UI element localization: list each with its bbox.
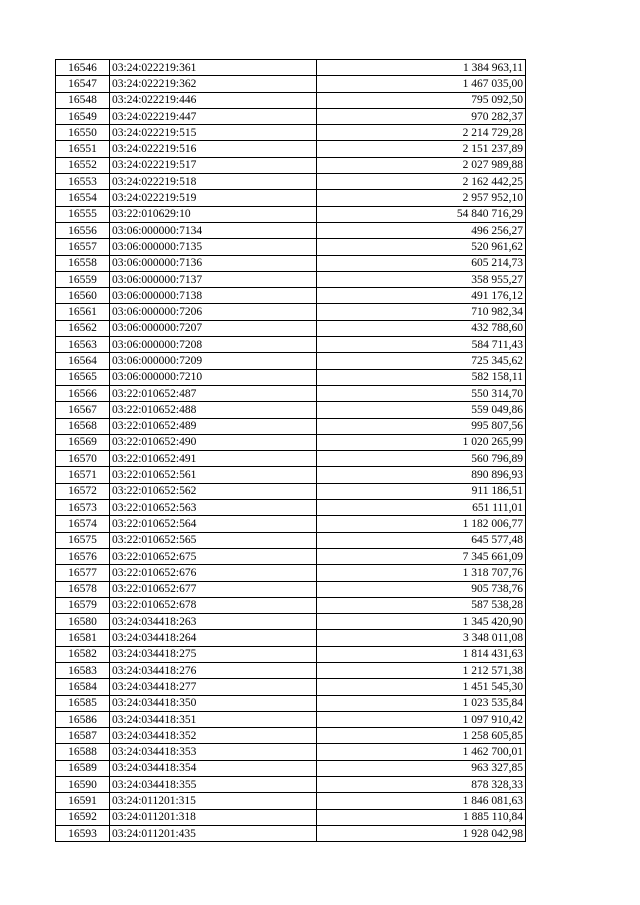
table-row <box>56 190 526 206</box>
row-number-cell: 16564 <box>56 353 110 369</box>
cadastral-number-cell: 03:06:000000:7138 <box>110 288 317 304</box>
cadastral-value-cell: 725 345,62 <box>317 353 526 369</box>
row-number-cell: 16574 <box>56 516 110 532</box>
table-row <box>56 304 526 320</box>
row-number-cell: 16547 <box>56 76 110 92</box>
cadastral-number-cell: 03:06:000000:7208 <box>110 337 317 353</box>
row-number-cell: 16573 <box>56 500 110 516</box>
cadastral-value-cell: 905 738,76 <box>317 581 526 597</box>
table-row <box>56 125 526 141</box>
table-row <box>56 646 526 662</box>
row-number-cell: 16555 <box>56 206 110 222</box>
cadastral-number-cell: 03:24:034418:276 <box>110 662 317 678</box>
cadastral-value-cell: 584 711,43 <box>317 337 526 353</box>
row-number-cell: 16553 <box>56 174 110 190</box>
cadastral-number-cell: 03:24:034418:352 <box>110 728 317 744</box>
table-row <box>56 385 526 401</box>
row-number-cell: 16549 <box>56 108 110 124</box>
table-row <box>56 793 526 809</box>
row-number-cell: 16569 <box>56 434 110 450</box>
cadastral-number-cell: 03:24:022219:447 <box>110 108 317 124</box>
cadastral-number-cell: 03:24:034418:353 <box>110 744 317 760</box>
table-row <box>56 320 526 336</box>
table-row <box>56 565 526 581</box>
row-number-cell: 16593 <box>56 825 110 841</box>
table-row <box>56 516 526 532</box>
row-number-cell: 16559 <box>56 271 110 287</box>
cadastral-value-cell: 2 162 442,25 <box>317 174 526 190</box>
cadastral-value-cell: 1 318 707,76 <box>317 565 526 581</box>
cadastral-value-cell: 1 846 081,63 <box>317 793 526 809</box>
table-row <box>56 271 526 287</box>
row-number-cell: 16590 <box>56 777 110 793</box>
cadastral-number-cell: 03:22:010652:488 <box>110 402 317 418</box>
cadastral-number-cell: 03:22:010652:487 <box>110 385 317 401</box>
row-number-cell: 16586 <box>56 711 110 727</box>
row-number-cell: 16556 <box>56 222 110 238</box>
row-number-cell: 16550 <box>56 125 110 141</box>
cadastral-value-cell: 358 955,27 <box>317 271 526 287</box>
table-row <box>56 402 526 418</box>
cadastral-number-cell: 03:24:034418:263 <box>110 614 317 630</box>
cadastral-number-cell: 03:24:022219:361 <box>110 60 317 76</box>
table-row <box>56 614 526 630</box>
cadastral-number-cell: 03:24:034418:355 <box>110 777 317 793</box>
cadastral-number-cell: 03:24:022219:517 <box>110 157 317 173</box>
cadastral-value-cell: 1 023 535,84 <box>317 695 526 711</box>
cadastral-value-cell: 1 814 431,63 <box>317 646 526 662</box>
cadastral-value-cell: 496 256,27 <box>317 222 526 238</box>
row-number-cell: 16571 <box>56 467 110 483</box>
row-number-cell: 16582 <box>56 646 110 662</box>
row-number-cell: 16579 <box>56 597 110 613</box>
cadastral-number-cell: 03:22:010652:565 <box>110 532 317 548</box>
row-number-cell: 16551 <box>56 141 110 157</box>
cadastral-number-cell: 03:24:011201:435 <box>110 825 317 841</box>
table-row <box>56 760 526 776</box>
row-number-cell: 16546 <box>56 60 110 76</box>
table-row <box>56 157 526 173</box>
table-row <box>56 825 526 841</box>
table-row <box>56 662 526 678</box>
cadastral-number-cell: 03:24:022219:519 <box>110 190 317 206</box>
cadastral-number-cell: 03:22:010652:678 <box>110 597 317 613</box>
cadastral-number-cell: 03:22:010652:489 <box>110 418 317 434</box>
cadastral-value-cell: 587 538,28 <box>317 597 526 613</box>
cadastral-value-cell: 1 384 963,11 <box>317 60 526 76</box>
table-row <box>56 76 526 92</box>
table-row <box>56 60 526 76</box>
row-number-cell: 16588 <box>56 744 110 760</box>
cadastral-number-cell: 03:22:010652:561 <box>110 467 317 483</box>
row-number-cell: 16591 <box>56 793 110 809</box>
table-row <box>56 369 526 385</box>
table-row <box>56 467 526 483</box>
row-number-cell: 16585 <box>56 695 110 711</box>
cadastral-value-cell: 890 896,93 <box>317 467 526 483</box>
table-row <box>56 418 526 434</box>
cadastral-number-cell: 03:24:034418:350 <box>110 695 317 711</box>
cadastral-number-cell: 03:06:000000:7210 <box>110 369 317 385</box>
cadastral-number-cell: 03:24:022219:515 <box>110 125 317 141</box>
table-row <box>56 92 526 108</box>
cadastral-number-cell: 03:06:000000:7135 <box>110 239 317 255</box>
cadastral-value-cell: 2 214 729,28 <box>317 125 526 141</box>
cadastral-number-cell: 03:24:011201:318 <box>110 809 317 825</box>
row-number-cell: 16576 <box>56 548 110 564</box>
cadastral-number-cell: 03:24:022219:446 <box>110 92 317 108</box>
cadastral-value-cell: 1 097 910,42 <box>317 711 526 727</box>
table-row <box>56 239 526 255</box>
cadastral-number-cell: 03:22:010652:677 <box>110 581 317 597</box>
row-number-cell: 16558 <box>56 255 110 271</box>
table-row <box>56 108 526 124</box>
row-number-cell: 16583 <box>56 662 110 678</box>
cadastral-number-cell: 03:22:010652:563 <box>110 500 317 516</box>
row-number-cell: 16554 <box>56 190 110 206</box>
cadastral-value-cell: 710 982,34 <box>317 304 526 320</box>
cadastral-value-cell: 3 348 011,08 <box>317 630 526 646</box>
row-number-cell: 16581 <box>56 630 110 646</box>
cadastral-value-cell: 911 186,51 <box>317 483 526 499</box>
table-row <box>56 532 526 548</box>
row-number-cell: 16587 <box>56 728 110 744</box>
cadastral-value-cell: 560 796,89 <box>317 451 526 467</box>
table-row <box>56 548 526 564</box>
cadastral-number-cell: 03:22:010629:10 <box>110 206 317 222</box>
cadastral-number-cell: 03:24:011201:315 <box>110 793 317 809</box>
cadastral-value-cell: 1 467 035,00 <box>317 76 526 92</box>
cadastral-number-cell: 03:22:010652:676 <box>110 565 317 581</box>
cadastral-value-table <box>55 59 526 842</box>
table-row <box>56 255 526 271</box>
row-number-cell: 16562 <box>56 320 110 336</box>
cadastral-value-cell: 2 957 952,10 <box>317 190 526 206</box>
cadastral-value-cell: 559 049,86 <box>317 402 526 418</box>
table-row <box>56 679 526 695</box>
cadastral-value-cell: 491 176,12 <box>317 288 526 304</box>
table-body <box>56 60 526 842</box>
cadastral-value-cell: 1 928 042,98 <box>317 825 526 841</box>
row-number-cell: 16584 <box>56 679 110 695</box>
cadastral-number-cell: 03:24:034418:264 <box>110 630 317 646</box>
cadastral-number-cell: 03:22:010652:562 <box>110 483 317 499</box>
row-number-cell: 16552 <box>56 157 110 173</box>
cadastral-value-cell: 520 961,62 <box>317 239 526 255</box>
row-number-cell: 16561 <box>56 304 110 320</box>
cadastral-value-cell: 651 111,01 <box>317 500 526 516</box>
cadastral-number-cell: 03:06:000000:7137 <box>110 271 317 287</box>
cadastral-value-cell: 1 462 700,01 <box>317 744 526 760</box>
cadastral-number-cell: 03:24:022219:516 <box>110 141 317 157</box>
cadastral-value-cell: 995 807,56 <box>317 418 526 434</box>
table-row <box>56 728 526 744</box>
cadastral-value-cell: 432 788,60 <box>317 320 526 336</box>
cadastral-number-cell: 03:06:000000:7206 <box>110 304 317 320</box>
row-number-cell: 16548 <box>56 92 110 108</box>
cadastral-value-cell: 550 314,70 <box>317 385 526 401</box>
table-row <box>56 206 526 222</box>
cadastral-value-cell: 970 282,37 <box>317 108 526 124</box>
table-row <box>56 434 526 450</box>
cadastral-number-cell: 03:24:034418:275 <box>110 646 317 662</box>
table-row <box>56 288 526 304</box>
cadastral-number-cell: 03:24:034418:351 <box>110 711 317 727</box>
table-row <box>56 451 526 467</box>
table-row <box>56 630 526 646</box>
cadastral-value-cell: 2 151 237,89 <box>317 141 526 157</box>
table-row <box>56 337 526 353</box>
cadastral-number-cell: 03:06:000000:7134 <box>110 222 317 238</box>
row-number-cell: 16589 <box>56 760 110 776</box>
row-number-cell: 16560 <box>56 288 110 304</box>
cadastral-number-cell: 03:22:010652:564 <box>110 516 317 532</box>
table-row <box>56 809 526 825</box>
row-number-cell: 16557 <box>56 239 110 255</box>
table-row <box>56 141 526 157</box>
cadastral-value-cell: 582 158,11 <box>317 369 526 385</box>
row-number-cell: 16566 <box>56 385 110 401</box>
table-row <box>56 353 526 369</box>
table-row <box>56 695 526 711</box>
table-row <box>56 711 526 727</box>
cadastral-number-cell: 03:06:000000:7136 <box>110 255 317 271</box>
row-number-cell: 16575 <box>56 532 110 548</box>
cadastral-number-cell: 03:24:034418:277 <box>110 679 317 695</box>
cadastral-number-cell: 03:06:000000:7209 <box>110 353 317 369</box>
row-number-cell: 16565 <box>56 369 110 385</box>
cadastral-value-cell: 795 092,50 <box>317 92 526 108</box>
cadastral-value-cell: 1 258 605,85 <box>317 728 526 744</box>
table-row <box>56 483 526 499</box>
cadastral-number-cell: 03:22:010652:675 <box>110 548 317 564</box>
row-number-cell: 16592 <box>56 809 110 825</box>
table-row <box>56 777 526 793</box>
table-row <box>56 744 526 760</box>
cadastral-value-cell: 1 885 110,84 <box>317 809 526 825</box>
cadastral-number-cell: 03:22:010652:491 <box>110 451 317 467</box>
cadastral-number-cell: 03:06:000000:7207 <box>110 320 317 336</box>
cadastral-value-cell: 1 020 265,99 <box>317 434 526 450</box>
cadastral-number-cell: 03:22:010652:490 <box>110 434 317 450</box>
cadastral-value-cell: 7 345 661,09 <box>317 548 526 564</box>
cadastral-value-cell: 878 328,33 <box>317 777 526 793</box>
row-number-cell: 16578 <box>56 581 110 597</box>
row-number-cell: 16563 <box>56 337 110 353</box>
cadastral-value-cell: 605 214,73 <box>317 255 526 271</box>
cadastral-value-cell: 1 212 571,38 <box>317 662 526 678</box>
cadastral-value-cell: 645 577,48 <box>317 532 526 548</box>
row-number-cell: 16577 <box>56 565 110 581</box>
table-row <box>56 581 526 597</box>
cadastral-value-cell: 1 451 545,30 <box>317 679 526 695</box>
table-row <box>56 222 526 238</box>
row-number-cell: 16572 <box>56 483 110 499</box>
cadastral-value-cell: 54 840 716,29 <box>317 206 526 222</box>
cadastral-value-cell: 1 182 006,77 <box>317 516 526 532</box>
cadastral-number-cell: 03:24:022219:518 <box>110 174 317 190</box>
cadastral-value-cell: 963 327,85 <box>317 760 526 776</box>
row-number-cell: 16570 <box>56 451 110 467</box>
row-number-cell: 16568 <box>56 418 110 434</box>
row-number-cell: 16580 <box>56 614 110 630</box>
table-row <box>56 500 526 516</box>
cadastral-number-cell: 03:24:022219:362 <box>110 76 317 92</box>
table-row <box>56 174 526 190</box>
cadastral-value-cell: 1 345 420,90 <box>317 614 526 630</box>
cadastral-value-cell: 2 027 989,88 <box>317 157 526 173</box>
cadastral-number-cell: 03:24:034418:354 <box>110 760 317 776</box>
row-number-cell: 16567 <box>56 402 110 418</box>
table-row <box>56 597 526 613</box>
